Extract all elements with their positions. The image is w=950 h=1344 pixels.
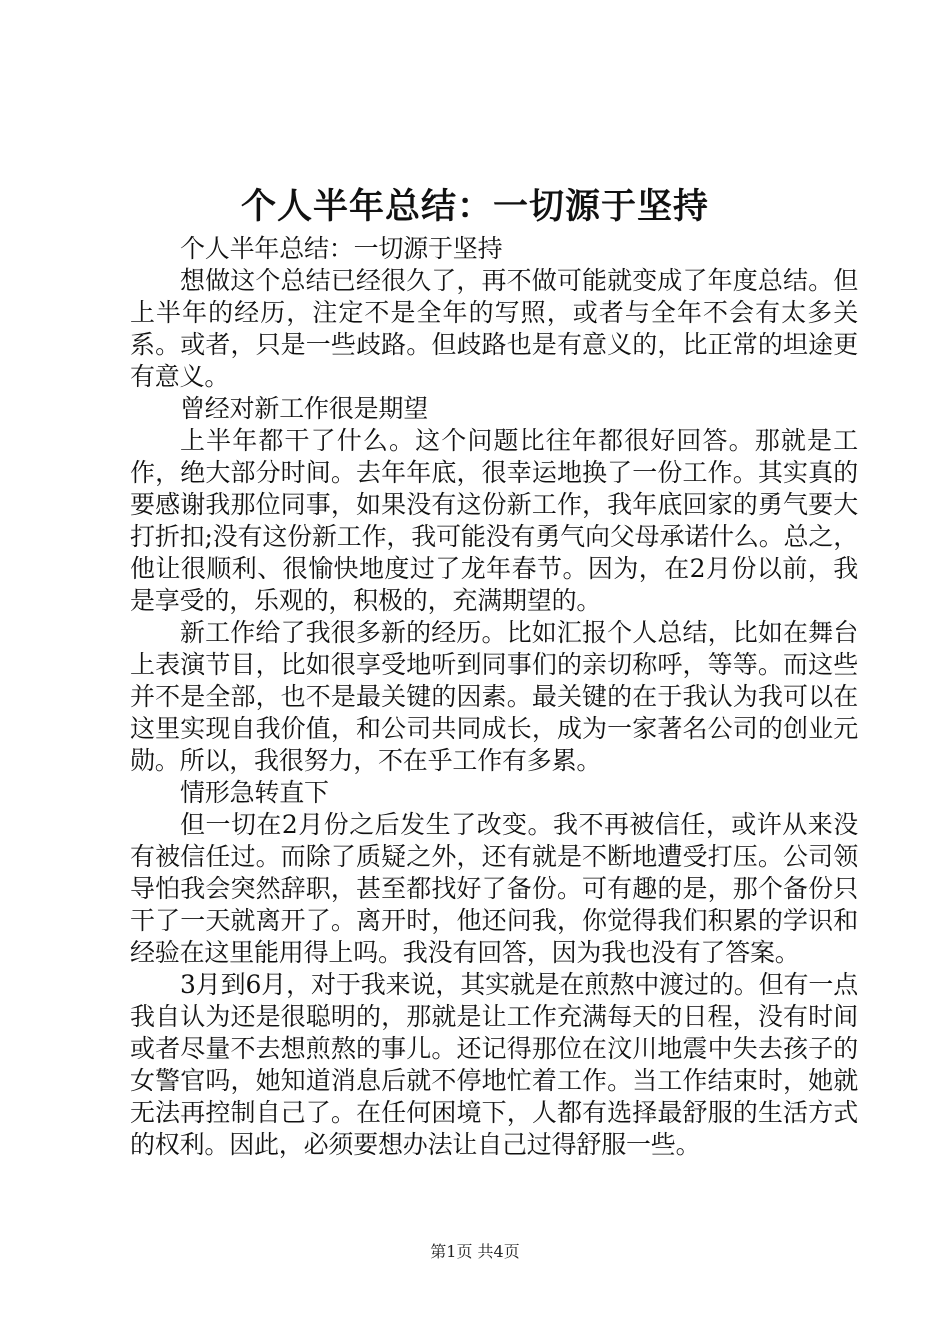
paragraph-change: 但一切在2月份之后发生了改变。我不再被信任，或许从来没有被信任过。而除了质疑之外，还有就是不断地遭受打压。公司领导怕我会突然辞职，甚至都找好了备份。可有趣的是，那个备份只干了一天就离开了。离开时，他还问我，你觉得我们积累的学识和经验在这里能用得上吗。我没有回答，因为我也没有了答案。 <box>130 810 858 967</box>
section-heading-expectation: 曾经对新工作很是期望 <box>180 394 429 423</box>
document-body <box>130 233 858 1161</box>
paragraph-new-experiences: 新工作给了我很多新的经历。比如汇报个人总结，比如在舞台上表演节目，比如很享受地听到同事们的亲切称呼，等等。而这些并不是全部，也不是最关键的因素。最关键的在于我认为我可以在这里实现自我价值，和公司共同成长，成为一家著名公司的创业元勋。所以，我很努力，不在乎工作有多累。 <box>130 618 858 775</box>
page-footer: 第1页 共4页 <box>430 1242 520 1261</box>
paragraph-subtitle: 个人半年总结：一切源于坚持 <box>180 234 503 263</box>
section-heading-turn: 情形急转直下 <box>180 778 329 807</box>
document-title: 个人半年总结：一切源于坚持 <box>240 186 709 227</box>
paragraph-march-june: 3月到6月，对于我来说，其实就是在煎熬中渡过的。但有一点我自认为还是很聪明的，那就是让工作充满每天的日程，没有时间或者尽量不去想煎熬的事儿。还记得那位在汶川地震中失去孩子的女警官吗，她知道消息后就不停地忙着工作。当工作结束时，她就无法再控制自己了。在任何困境下，人都有选择最舒服的生活方式的权利。因此，必须要想办法让自己过得舒服一些。 <box>130 970 858 1159</box>
paragraph-first-half-work: 上半年都干了什么。这个问题比往年都很好回答。那就是工作，绝大部分时间。去年年底，很幸运地换了一份工作。其实真的要感谢我那位同事，如果没有这份新工作，我年底回家的勇气要大打折扣;没有这份新工作，我可能没有勇气向父母承诺什么。总之，他让很顺利、很愉快地度过了龙年春节。因为，在2月份以前，我是享受的，乐观的，积极的，充满期望的。 <box>130 426 858 615</box>
paragraph-intro: 想做这个总结已经很久了，再不做可能就变成了年度总结。但上半年的经历，注定不是全年的写照，或者与全年不会有太多关系。或者，只是一些歧路。但歧路也是有意义的，比正常的坦途更有意义。 <box>130 266 858 391</box>
